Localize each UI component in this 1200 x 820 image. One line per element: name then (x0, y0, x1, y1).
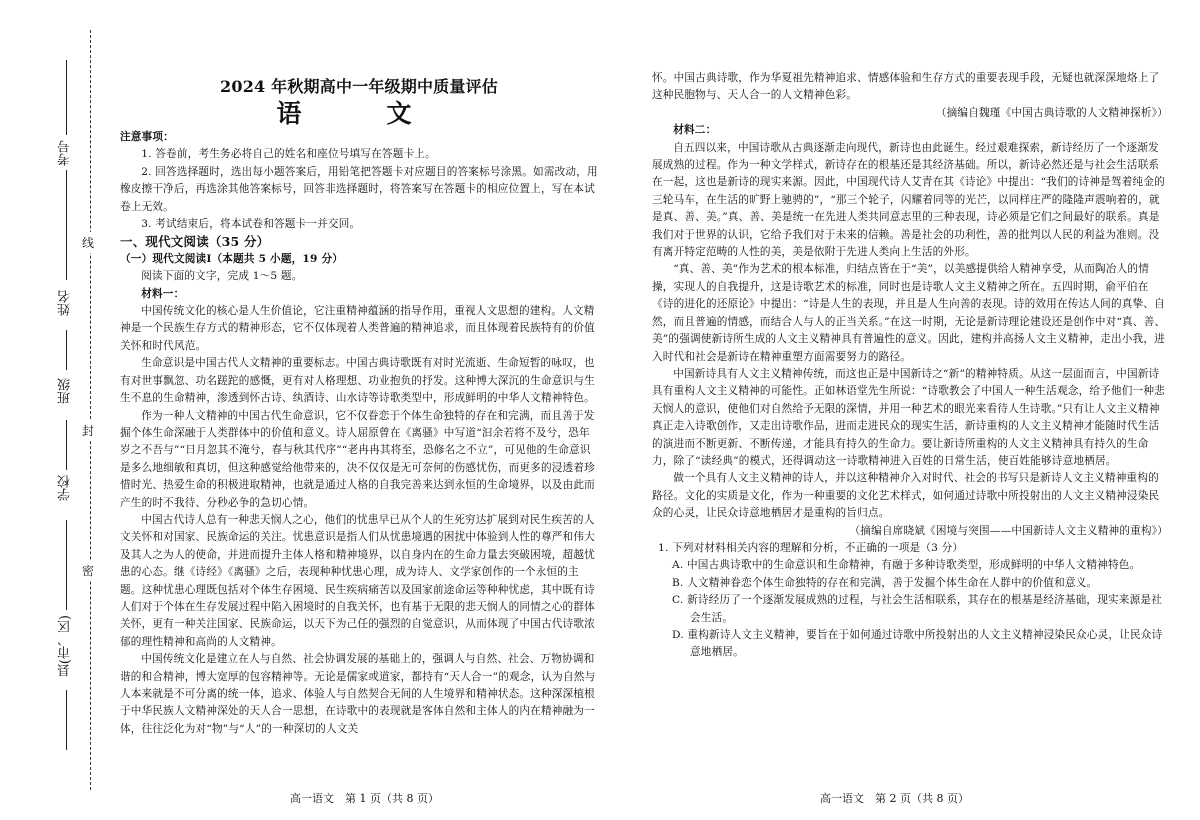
section-heading: 一、现代文阅读（35 分） (120, 234, 270, 250)
notice-item-1: 1. 答卷前，考生务必将自己的姓名和座位号填写在答题卡上。 (141, 148, 436, 161)
material-1-source: （摘编自魏瑾《中国古典诗歌的人文精神探析》） (935, 106, 1168, 119)
material-2-source: （摘编自席晓斌《困境与突围——中国新诗人文主义精神的重构》） (849, 524, 1168, 537)
reading-instruction: 阅读下面的文字，完成 1～5 题。 (141, 270, 303, 283)
material-1-label: 材料一： (141, 287, 185, 300)
exam-title: 2024 年秋期高中一年级期中质量评估 (220, 77, 498, 96)
subject-title: 语 文 (276, 99, 442, 128)
field-county-line (66, 520, 67, 610)
material-1-paragraph: 作为一种人文精神的中国古代生命意识，它不仅眷恋于个体生命独特的存在和完满，而且善于发掘个体生命深融于人类群体中的价值和意义。诗人屈原曾在《离骚》中写道“汩余若将不及兮，恐年岁之不吾与”“日月忽其不淹兮，春与秋其代序”“老冉冉其将至，恐修名之不立”，可见他的生命意识是多么地细敏和真切，但这种感觉给他带来的，决不仅仅是无可奈何的伤感忧伤，而更多的浸透着珍惜时光、热爱生命的积极进取精神，也就是通过人格的自我完善来达到永恒的生命境界，以及由此而产生的时不我待、分秒必争的急切心情。 (120, 409, 595, 509)
question-1-option-b: B. 人文精神眷恋个体生命独特的存在和完满，善于发掘个体生命在人群中的价值和意义。 (672, 576, 1098, 589)
question-1-option-c: C. 新诗经历了一个逐渐发展成熟的过程，与社会生活相联系，其存在的根基是经济基础，现实来源是社会生活。 (672, 594, 1162, 624)
field-name-line-upper (66, 170, 67, 280)
right-page-footer: 高一语文 第 2 页（共 8 页） (820, 792, 969, 805)
material-1-paragraph: 中国传统文化是建立在人与自然、社会协调发展的基础上的，强调人与自然、社会、万物协调和谐的和合精神，博大宽厚的包容精神等。无论是儒家或道家，都持有“天人合一”的观念，认为自然与人本来就是不可分离的统一体，追求、体验人与自然契合无间的人生境界和精神状态。这种深深植根于中华民族人文精神深处的天人合一思想，在诗歌中的表现就是客体自然和主体人的内在精神融为一体，往往泛化为对“物”与“人”的一种深切的人文关 (120, 653, 596, 735)
material-1-paragraph: 中国传统文化的核心是人生价值论，它注重精神蕴涵的指导作用，重视人文思想的建构。人文精神是一个民族生存方式的精神形态，它不仅体现着人类普遍的精神追求，而且体现着民族特有的价值关怀和时代风范。 (120, 305, 595, 352)
binding-margin (0, 0, 110, 820)
material-1-paragraph: 中国古代诗人总有一种悲天悯人之心，他们的忧患早已从个人的生死穷达扩展到对民生疾苦的人文关怀和对国家、民族命运的关注。忧患意识是指人们从忧患境遇的困扰中体验到人性的尊严和伟大及其人之为人的使命，并进而提升主体人格和精神境界，以自身内在的生命力量去突破困境，超越忧患的心态。继《诗经》《离骚》之后，表现种种忧患心理，成为诗人、文学家创作的一个永恒的主题。这种忧患心理既包括对个体生存困境、民生疾病痛苦以及国家前途命运等种种忧虑，其中既有诗人们对于个体在生存发展过程中陷入困境时的自我关怀，也有基于无限的悲天悯人的同情之心的群体关怀，更有一种关注国家、民族命运，以天下为己任的强烈的自觉意识，从而体现了中国古代诗歌浓郁的理性精神和高尚的人文精神。 (120, 513, 595, 648)
material-2-paragraph: “真、善、美”作为艺术的根本标准，归结点皆在于“美”，以美感提供给人精神享受，从而陶冶人的情操，实现人的自我提升，这是诗歌艺术的标准，同时也是诗歌人文主义精神之所在。五四时期，俞平伯在《诗的进化的还原论》中提出：“诗是人生的表现，并且是人生向善的表现。诗的效用在传达人间的真挚、自然，而且普遍的情感，而结合人与人的正当关系。”在这一时期，无论是新诗理论建设还是创作中对“真、善、美”的强调使新诗所生成的人文主义精神具有普遍性的意义。因此，建构并高扬人文主义精神，走出小我，进入时代和社会是新诗在精神重塑方面需要努力的路径。 (652, 263, 1166, 363)
question-1-option-d: D. 重构新诗人文主义精神，要旨在于如何通过诗歌中所投射出的人文主义精神浸染民众心灵，让民众诗意地栖居。 (672, 629, 1163, 659)
field-school: 学校 (58, 475, 73, 501)
notice-item-3: 3. 考试结束后，将本试卷和答题卡一并交回。 (141, 218, 361, 231)
notice-title: 注意事项： (120, 131, 174, 143)
field-class-line (66, 330, 67, 370)
material-1-paragraph: 生命意识是中国古代人文精神的重要标志。中国古典诗歌既有对时光流逝、生命短暂的咏叹，也有对世事飘忽、功名蹉跎的感慨，更有对人格理想、功业抱负的抒发。这种博大深沉的生命意识与生生不息的生命精神，渗透到怀古诗、纨酒诗、山水诗等诗歌类型中，形成鲜明的中华人文精神特色。 (120, 357, 595, 405)
binding-char-seal: 封 (82, 420, 94, 441)
material-2-paragraph: 做一个具有人文主义精神的诗人，并以这种精神介入对时代、社会的书写只是新诗人文主义精神重构的路径。文化的实质是文化，作为一种重要的文化艺术样式，如何通过诗歌中所投射出的人文主义精神浸染民众的心灵，让民众诗意地栖居才是重构的旨归点。 (652, 472, 1160, 520)
material-2-paragraph: 自五四以来，中国诗歌从古典逐渐走向现代，新诗也由此诞生。经过艰难探索，新诗经历了一个逐渐发展成熟的过程。作为一种文学样式，新诗存在的根基还是其经济基础。所以，新诗必然还是与社会生活联系在一起，这也是新诗的现实来源。因此，中国现代诗人艾青在其《诗论》中提出：“我们的诗神是驾着纯金的三轮马车，在生活的旷野上驰骋的”，“那三个轮子，闪耀着同等的光芒，以同样庄严的隆隆声震响着的，就是真、善、美。”真、善、美是统一在先进人类共同意志里的三种表现，诗必须是它们之间最好的联系。真是我们对于世界的认识，它给予我们对于未来的信赖。善是社会的功利性，善的批判以人民的利益为准则。没有离开特定范畴的人性的美，美是依附于先进人类向上生活的外形。 (652, 141, 1165, 259)
material-2-label: 材料二： (673, 124, 717, 137)
field-county: 县(市、区) (58, 615, 73, 678)
binding-dashed-line (90, 30, 91, 790)
material-1-continuation: 怀。中国古典诗歌，作为华夏祖先精神追求、情感体验和生存方式的重要表现手段，无疑也就深深地烙上了这种民胞物与、天人合一的人文精神色彩。 (652, 72, 1160, 102)
field-name: 姓名 (58, 290, 73, 316)
field-exam-number: 考号 (58, 140, 73, 166)
field-county-line-lower (66, 690, 67, 750)
field-class: 班级 (58, 378, 73, 404)
material-2-paragraph: 中国新诗具有人文主义精神传统，而这也正是中国新诗之“新”的精神特质。从这一层面而言，中国新诗具有重构人文主义精神的可能性。正如林语堂先生所说：“诗歌教会了中国人一种生活观念，给予他们一种悲天悯人的意识，使他们对自然给予无限的深情，并用一种艺术的眼光来看待人生诗歌。”只有让人文主义精神真正走入诗歌创作，又走出诗歌作品，进而走进民众的现实生活，新诗重构的人文主义精神才能随时代生活的演进而不断更新、不断传递，才能具有持久的生命力。要让新诗所重构的人文主义精神具有持久的生命力，除了“读经典”的模式，还得调动这一诗歌精神进入百姓的日常生活，使百姓能够诗意地栖居。 (652, 367, 1165, 467)
right-page (652, 70, 1168, 662)
left-page (120, 75, 598, 738)
binding-char-secret: 密 (82, 560, 94, 581)
question-1-option-a: A. 中国古典诗歌中的生命意识和生命精神，有融于多种诗歌类型，形成鲜明的中华人文精神特色。 (672, 559, 1141, 572)
subsection-heading: （一）现代文阅读Ⅰ（本题共 5 小题，19 分） (120, 252, 344, 265)
notice-item-2: 2. 回答选择题时，选出每小题答案后，用铅笔把答题卡对应题目的答案标号涂黑。如需改动，用橡皮擦干净后，再选涂其他答案标号，回答非选择题时，将答案写在答题卡的相应位置上，写在本试卷上无效。 (120, 165, 598, 213)
binding-char-line: 线 (82, 232, 94, 253)
left-page-footer: 高一语文 第 1 页（共 8 页） (290, 792, 439, 805)
field-exam-number-line (66, 60, 67, 135)
field-school-line (66, 420, 67, 470)
question-1-stem: 1. 下列对材料相关内容的理解和分析，不正确的一项是（3 分） (658, 541, 964, 554)
